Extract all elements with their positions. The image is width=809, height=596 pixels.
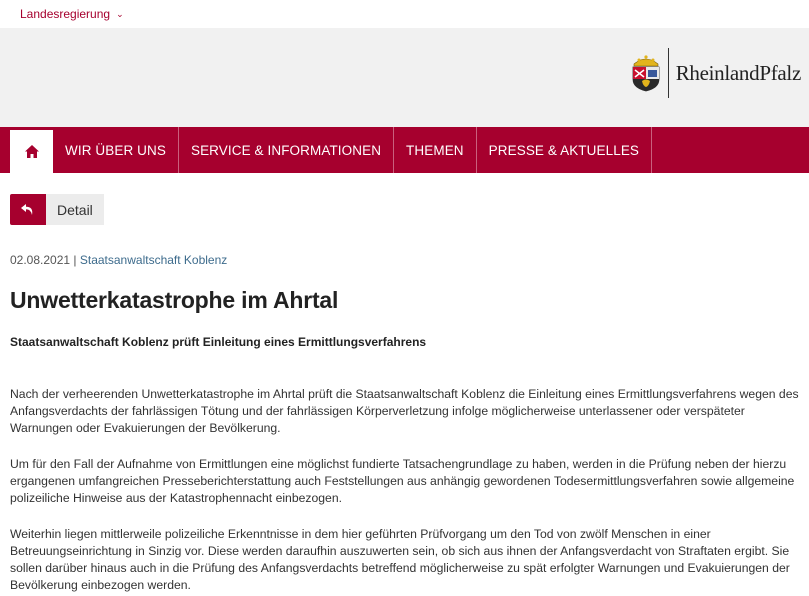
article-source-link[interactable]: Staatsanwaltschaft Koblenz [79,253,228,267]
coat-of-arms-icon [631,54,661,92]
home-icon [25,145,39,158]
logo-text: RheinlandPfalz [675,60,801,85]
nav-home[interactable] [10,127,53,173]
nav-item-themen[interactable]: THEMEN [394,127,477,173]
article-paragraph-1: Nach der verheerenden Unwetterkatastrophe im Ahrtal prüft die Staatsanwaltschaft Koblenz die Einleitung eines Ermittlungsverfahrens wegen des Anfangsverdachts der fahrlässigen Tötung und der fahrlässigen Körperverletzung infolge möglicherweise unterlassener oder verspäteter Warnungen oder Evakuierungen der Bevölkerung. [10,387,799,435]
article-meta [10,253,227,267]
landesregierung-label: Landesregierung [20,7,111,21]
logo-divider [668,48,669,98]
article-paragraph-2: Um für den Fall der Aufnahme von Ermittlungen eine möglichst fundierte Tatsachengrundlage zu haben, werden in die Prüfung neben der hierzu ergangenen umfangreichen Presseberichterstattung auch Feststellungen aus anhängig gewordenen Todesermittlungsverfahren sowie allgemeine polizeiliche Hinweise aus der Katastrophennacht einbezogen. [10,457,795,505]
nav-item-service-informationen[interactable]: SERVICE & INFORMATIONEN [179,127,394,173]
article-date: 02.08.2021 [10,253,71,267]
article-title: Unwetterkatastrophe im Ahrtal [10,287,339,313]
chevron-down-icon: ⌄ [116,8,124,19]
breadcrumb-current: Detail [46,194,104,225]
article-subtitle: Staatsanwaltschaft Koblenz prüft Einleitung eines Ermittlungsverfahrens [10,335,427,349]
breadcrumb [10,194,104,225]
main-navigation [0,127,809,173]
top-bar [0,0,809,28]
site-header [0,28,809,127]
back-arrow-icon [21,204,35,216]
landesregierung-menu[interactable] [20,7,124,21]
site-logo[interactable] [631,47,801,99]
nav-item-wir-ueber-uns[interactable]: WIR ÜBER UNS [53,127,179,173]
article-paragraph-3: Weiterhin liegen mittlerweile polizeiliche Erkenntnisse in dem hier geführten Prüfvorgang um den Tod von zwölf Menschen in einer Betreuungseinrichtung in Sinzig vor. Diese werden daraufhin auszuwerten sein, ob sich aus ihnen der Anfangsverdacht von Straftaten ergibt. Sie sollen darüber hinaus auch in die Prüfung des Anfangsverdachts betreffend möglicherweise zu spät erfolgter Warnungen und Evakuierungen der Bevölkerung einbezogen werden. [10,527,790,592]
nav-item-presse-aktuelles[interactable]: PRESSE & AKTUELLES [477,127,652,173]
nav-filler [652,127,809,173]
meta-separator: | [70,253,80,267]
back-button[interactable] [10,194,46,225]
